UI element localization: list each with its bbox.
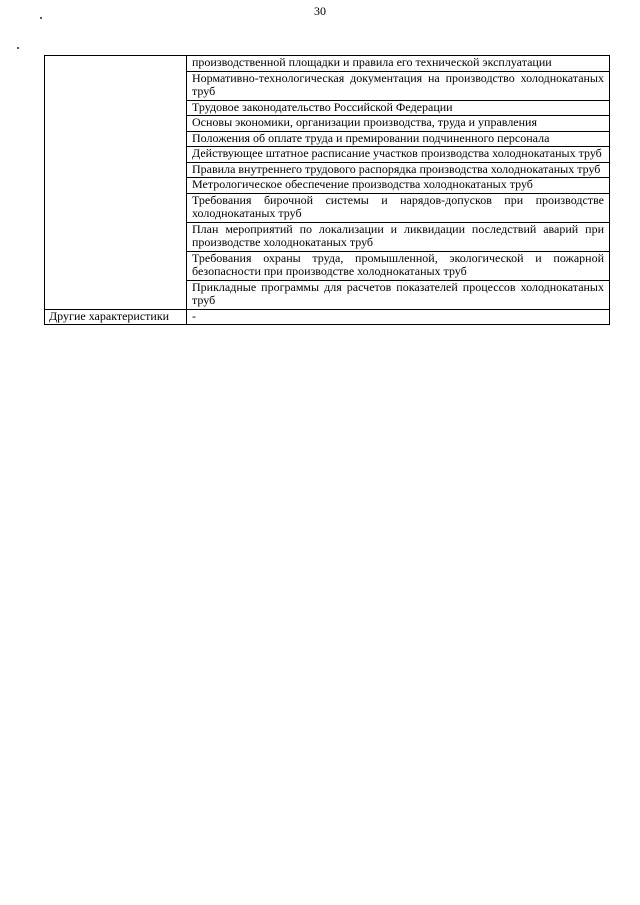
knowledge-item: Требования бирочной системы и нарядов-допусков при производстве холоднокатаных труб xyxy=(187,193,610,222)
knowledge-item: Требования охраны труда, промышленной, экологической и пожарной безопасности при производстве холоднокатаных труб xyxy=(187,251,610,280)
other-characteristics-label: Другие характеристики xyxy=(45,309,187,325)
knowledge-item: Действующее штатное расписание участков производства холоднокатаных труб xyxy=(187,147,610,163)
knowledge-item: производственной площадки и правила его технической эксплуатации xyxy=(187,56,610,72)
table-row xyxy=(45,309,610,325)
page-number: 30 xyxy=(314,4,326,18)
knowledge-item: Основы экономики, организации производства, труда и управления xyxy=(187,116,610,132)
other-characteristics-value: - xyxy=(187,309,610,325)
empty-label-cell xyxy=(45,56,187,310)
knowledge-item: Правила внутреннего трудового распорядка производства холоднокатаных труб xyxy=(187,162,610,178)
knowledge-item: План мероприятий по локализации и ликвидации последствий аварий при производстве холоднокатаных труб xyxy=(187,222,610,251)
scan-speck xyxy=(17,47,19,49)
scan-speck xyxy=(40,17,42,19)
knowledge-item: Метрологическое обеспечение производства холоднокатаных труб xyxy=(187,178,610,194)
knowledge-item: Трудовое законодательство Российской Федерации xyxy=(187,100,610,116)
table-row xyxy=(45,56,610,72)
knowledge-item: Нормативно-технологическая документация на производство холоднокатаных труб xyxy=(187,71,610,100)
requirements-table xyxy=(44,55,610,325)
knowledge-item: Положения об оплате труда и премировании подчиненного персонала xyxy=(187,131,610,147)
knowledge-item: Прикладные программы для расчетов показателей процессов холоднокатаных труб xyxy=(187,280,610,309)
